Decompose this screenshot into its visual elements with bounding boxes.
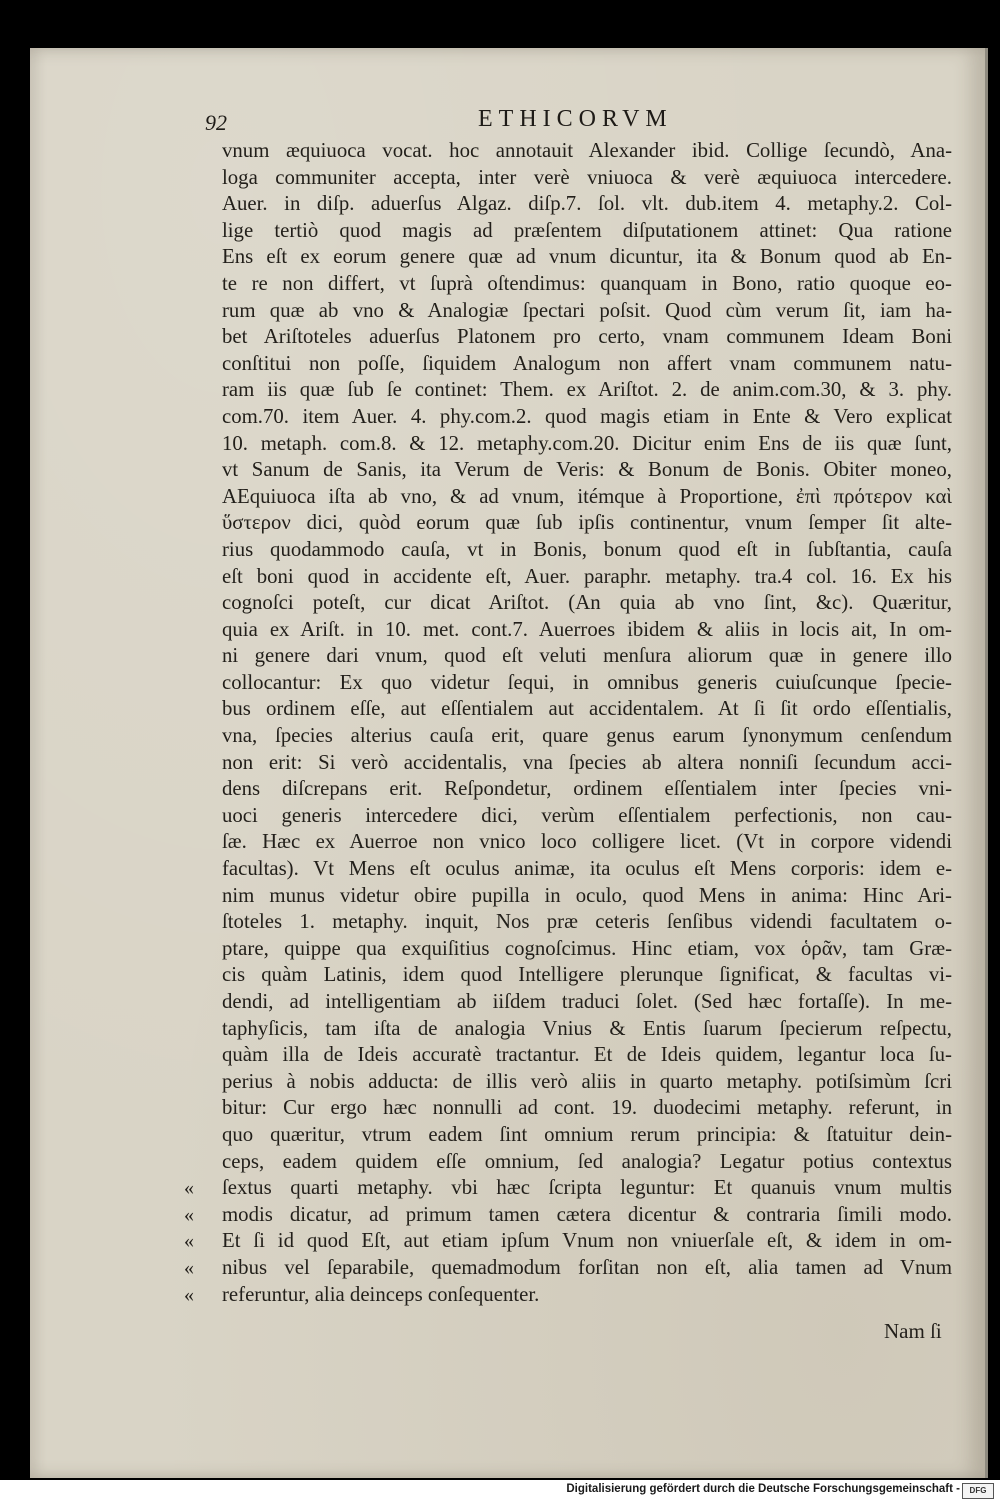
- body-lines: [222, 138, 952, 1175]
- text-line: quia ex Ariſt. in 10. met. cont.7. Auerroes ibidem & aliis in locis ait, In om-: [222, 617, 952, 641]
- running-title: ETHICORVM: [478, 106, 673, 132]
- quoted-line-text: modis dicatur, ad primum tamen cætera dicentur & contraria ſimili modo.: [222, 1202, 952, 1226]
- text-line: nim munus videtur obire pupilla in oculo, quod Mens in anima: Hinc Ari-: [222, 883, 952, 907]
- text-line: rum quæ ab vno & Analogiæ ſpectari poſsit. Quod cùm verum ſit, iam ha-: [222, 298, 952, 322]
- text-line: eſt boni quod in accidente eſt, Auer. paraphr. metaphy. tra.4 col. 16. Ex his: [222, 564, 952, 588]
- quoted-line-text: nibus vel ſeparabile, quemadmodum forſitan non eſt, alia tamen ad Vnum: [222, 1255, 952, 1279]
- text-line: dendi, ad intelligentiam ab iiſdem traduci ſolet. (Sed hæc fortaſſe). In me-: [222, 990, 952, 1013]
- quoted-line-text: referuntur, alia deinceps conſequenter.: [222, 1282, 540, 1306]
- text-line: quàm illa de Ideis accuratè tractantur. Et de Ideis quidem, legantur loca ſu-: [222, 1043, 952, 1067]
- catchword: Nam ſi: [884, 1319, 942, 1343]
- quoted-line: [184, 1282, 952, 1309]
- quoted-line-text: Et ſi id quod Eſt, aut etiam ipſum Vnum non vniuerſale eſt, & idem in om-: [222, 1229, 952, 1253]
- text-line: dens diſcrepans erit. Reſpondetur, ordinem eſſentialem inter ſpecies vni-: [222, 777, 952, 801]
- quoted-line: [184, 1228, 952, 1255]
- text-line: collocantur: Ex quo videtur ſequi, in omnibus generis cuiuſcunque ſpecie-: [222, 670, 952, 694]
- text-line: rius quodammodo cauſa, vt in Bonis, bonum quod eſt in ſubſtantia, cauſa: [222, 537, 952, 561]
- page-header: [205, 106, 965, 140]
- text-line: facultas). Vt Mens eſt oculus animæ, ita oculus eſt Mens corporis: idem e-: [222, 857, 952, 881]
- quoted-line-text: ſextus quarti metaphy. vbi hæc ſcripta leguntur: Et quanuis vnum multis: [222, 1176, 952, 1200]
- text-line: ſæ. Hæc ex Auerroe non vnico loco colligere licet. (Vt in corpore videndi: [222, 830, 952, 854]
- text-line: cis quàm Latinis, idem quod Intelligere plerunque ſignificat, & facultas vi-: [222, 963, 952, 987]
- text-line: AEquiuoca iſta ab vno, & ad vnum, itémque à Proportione, ἐπὶ πρότερον καὶ: [222, 484, 952, 508]
- quoted-line: [184, 1175, 952, 1202]
- text-line: te re non differt, vt ſuprà oſtendimus: quanquam in Bono, ratio quoque eo-: [222, 271, 952, 295]
- quoted-line: [184, 1255, 952, 1282]
- text-line: vnum æquiuoca vocat. hoc annotauit Alexander ibid. Collige ſecundò, Ana-: [222, 139, 952, 162]
- text-line: ceps, eadem quidem eſſe omnium, ſed analogia? Legatur potius contextus: [222, 1149, 952, 1173]
- footer-bar: [0, 1480, 1000, 1502]
- quote-mark: «: [184, 1256, 194, 1279]
- digitization-credit: Digitalisierung gefördert durch die Deutsche Forschungsgemeinschaft -: [566, 1483, 960, 1495]
- quoted-line: [184, 1202, 952, 1229]
- page-number: 92: [205, 110, 227, 135]
- text-line: ram iis quæ ſub ſe continet: Them. ex Ariſtot. 2. de anim.com.30, & 3. phy.: [222, 378, 952, 402]
- text-line: ptare, quippe qua exquiſitius cognoſcimus. Hinc etiam, vox ὁρᾶν, tam Græ-: [222, 936, 952, 960]
- text-line: Auer. in diſp. aduerſus Algaz. diſp.7. ſol. vlt. dub.item 4. metaphy.2. Col-: [222, 192, 952, 216]
- quote-mark: «: [184, 1203, 194, 1226]
- text-line: perius à nobis adducta: de illis verò aliis in quarto metaphy. potiſsimùm ſcri: [222, 1069, 952, 1093]
- text-line: ni genere dari vnum, quod eſt veluti menſura aliorum quæ in genere illo: [222, 644, 952, 668]
- text-line: uoci generis intercedere dici, verùm eſſentialem perfectionis, non cau-: [222, 803, 952, 827]
- text-line: ὕστερον dici, quòd eorum quæ ſub ipſis continentur, vnum ſemper ſit alte-: [222, 511, 952, 535]
- text-line: lige tertiò quod magis ad præſentem diſputationem attinet: Qua ratione: [222, 218, 952, 242]
- text-line: taphyſicis, tam iſta de analogia Vnius & Entis ſuarum ſpecierum reſpectu,: [222, 1016, 952, 1040]
- text-line: bus ordinem eſſe, aut eſſentialem aut accidentalem. At ſi ſit ordo eſſentialis,: [222, 697, 952, 721]
- quote-mark: «: [184, 1283, 194, 1306]
- text-line: loga communiter accepta, inter verè vniuoca & verè æquiuoca intercedere.: [222, 165, 952, 189]
- quote-mark: «: [184, 1230, 194, 1253]
- text-line: non erit: Si verò accidentalis, vna ſpecies ab altera nonniſi ſecundum acci-: [222, 750, 952, 774]
- text-line: conſtitui non poſſe, ſiquidem Analogum non affert vnam communem natu-: [222, 351, 952, 375]
- dfg-logo: DFG: [962, 1483, 994, 1499]
- text-line: bet Ariſtoteles aduerſus Platonem pro certo, vnam communem Ideam Boni: [222, 325, 952, 349]
- text-line: bitur: Cur ergo hæc nonnulli ad cont. 19. duodecimi metaphy. referunt, in: [222, 1096, 952, 1120]
- text-line: 10. metaph. com.8. & 12. metaphy.com.20. Dicitur enim Ens de iis quæ ſunt,: [222, 431, 952, 455]
- quote-mark: «: [184, 1177, 194, 1200]
- quoted-passage: [184, 1175, 952, 1308]
- text-line: Ens eſt ex eorum genere quæ ad vnum dicuntur, ita & Bonum quod ab En-: [222, 245, 952, 269]
- text-line: vna, ſpecies alterius cauſa erit, quare genus earum ſynonymum cenſendum: [222, 724, 952, 748]
- text-line: vt Sanum de Sanis, ita Verum de Veris: & Bonum de Bonis. Obiter moneo,: [222, 458, 952, 482]
- text-line: com.70. item Auer. 4. phy.com.2. quod magis etiam in Ente & Vero explicat: [222, 404, 952, 428]
- text-line: ſtoteles 1. metaphy. inquit, Nos præ ceteris ſenſibus videndi facultatem o-: [222, 910, 952, 934]
- body-text: [184, 138, 952, 1308]
- text-line: cognoſci poteſt, cur dicat Ariſtot. (An quia ab vno ſint, &c). Quæritur,: [222, 591, 952, 615]
- text-line: quo quæritur, vtrum eadem ſint omnium rerum principia: & ſtatuitur dein-: [222, 1122, 952, 1146]
